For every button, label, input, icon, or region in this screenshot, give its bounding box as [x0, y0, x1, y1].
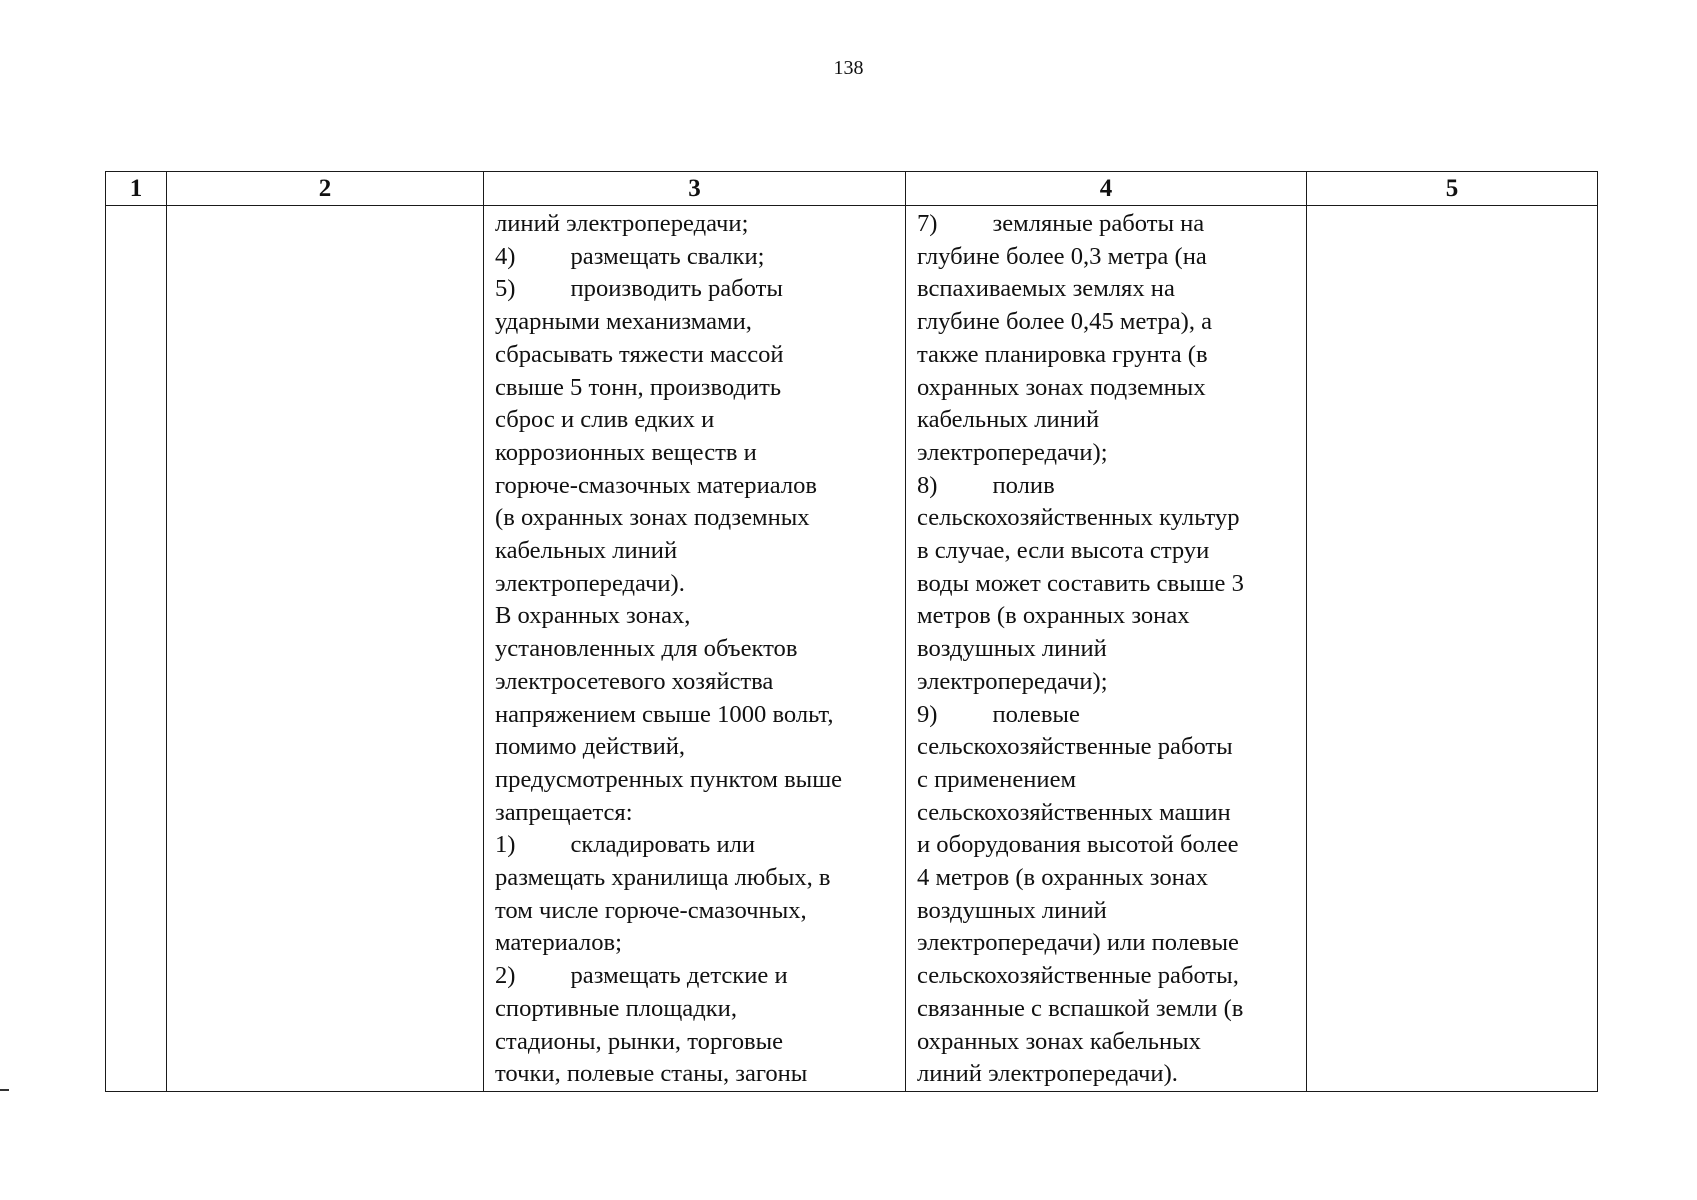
list-number: 4) — [495, 242, 516, 270]
line-text: кабельных линий — [917, 406, 1100, 434]
line-text: точки, полевые станы, загоны — [495, 1060, 808, 1088]
line-text: предусмотренных пунктом выше — [495, 765, 843, 793]
line-text: электропередачи) или полевые — [917, 929, 1239, 957]
line-text: линий электропередачи). — [917, 1060, 1178, 1088]
text-line — [917, 1058, 1297, 1091]
line-text: электропередачи). — [495, 569, 685, 597]
text-line — [495, 1026, 896, 1059]
scan-edge-mark — [0, 1089, 9, 1091]
text-line — [495, 437, 896, 470]
line-text: охранных зонах кабельных — [917, 1027, 1201, 1055]
line-text: свыше 5 тонн, производить — [495, 373, 782, 401]
line-text: размещать свалки; — [570, 242, 765, 270]
text-line — [917, 862, 1297, 895]
text-line — [495, 764, 896, 797]
page-number: 138 — [833, 57, 864, 79]
col4-text — [906, 206, 1306, 1091]
text-line — [495, 568, 896, 601]
line-text: сельскохозяйственные работы — [917, 733, 1233, 761]
line-text: глубине более 0,45 метра), а — [917, 308, 1213, 336]
line-text: запрещается: — [495, 798, 633, 826]
line-text: сброс и слив едких и — [495, 406, 715, 434]
line-text: горюче-смазочных материалов — [495, 471, 818, 499]
col3-text — [484, 206, 905, 1091]
text-line — [495, 600, 896, 633]
text-line — [917, 993, 1297, 1026]
line-text: (в охранных зонах подземных — [495, 504, 810, 532]
list-number: 8) — [917, 471, 938, 499]
text-line — [495, 927, 896, 960]
text-line — [495, 208, 896, 241]
column-header-4: 4 — [906, 172, 1307, 206]
text-line — [495, 1058, 896, 1091]
text-line — [495, 666, 896, 699]
text-line — [495, 731, 896, 764]
line-text: кабельных линий — [495, 537, 678, 565]
line-text: связанные с вспашкой земли (в — [917, 994, 1244, 1022]
text-line — [917, 600, 1297, 633]
line-text: полевые — [992, 700, 1080, 728]
text-line — [917, 666, 1297, 699]
text-line — [495, 306, 896, 339]
text-line — [917, 829, 1297, 862]
line-text: охранных зонах подземных — [917, 373, 1206, 401]
line-text: электропередачи); — [917, 667, 1108, 695]
line-text: линий электропередачи; — [495, 210, 749, 237]
restrictions-table — [105, 171, 1598, 1092]
line-text: коррозионных веществ и — [495, 438, 757, 466]
line-text: помимо действий, — [495, 733, 686, 761]
line-text: метров (в охранных зонах — [917, 602, 1190, 630]
text-line — [917, 372, 1297, 405]
cell-col-4 — [906, 206, 1307, 1092]
cell-col-5 — [1307, 206, 1598, 1092]
text-line — [917, 470, 1297, 503]
line-text: материалов; — [495, 929, 622, 957]
text-line — [495, 895, 896, 928]
line-text: воздушных линий — [917, 896, 1107, 924]
text-line — [917, 633, 1297, 666]
line-text: полив — [992, 471, 1055, 499]
text-line — [495, 273, 896, 306]
text-line — [495, 535, 896, 568]
text-line — [917, 339, 1297, 372]
text-line — [917, 731, 1297, 764]
cell-col-2 — [167, 206, 484, 1092]
line-text: сельскохозяйственные работы, — [917, 962, 1239, 990]
line-text: сбрасывать тяжести массой — [495, 340, 784, 368]
text-line — [495, 862, 896, 895]
table-row — [106, 206, 1598, 1092]
line-text: глубине более 0,3 метра (на — [917, 242, 1207, 270]
text-line — [917, 208, 1297, 241]
line-text: с применением — [917, 765, 1077, 793]
text-line — [917, 960, 1297, 993]
list-number: 1) — [495, 831, 516, 859]
text-line — [917, 535, 1297, 568]
line-text: в случае, если высота струи — [917, 537, 1210, 565]
text-line — [917, 502, 1297, 535]
text-line — [495, 829, 896, 862]
table-header-row — [106, 172, 1598, 206]
text-line — [917, 1026, 1297, 1059]
text-line — [917, 568, 1297, 601]
line-text: В охранных зонах, — [495, 602, 691, 630]
line-text: установленных для объектов — [495, 635, 798, 663]
line-text: сельскохозяйственных культур — [917, 504, 1240, 532]
line-text: воздушных линий — [917, 635, 1107, 663]
text-line — [495, 993, 896, 1026]
text-line — [495, 404, 896, 437]
text-line — [495, 241, 896, 274]
cell-col-1 — [106, 206, 167, 1092]
column-header-5: 5 — [1307, 172, 1598, 206]
text-line — [495, 960, 896, 993]
text-line — [495, 633, 896, 666]
text-line — [917, 306, 1297, 339]
line-text: спортивные площадки, — [495, 994, 737, 1022]
line-text: сельскохозяйственных машин — [917, 798, 1231, 826]
line-text: стадионы, рынки, торговые — [495, 1027, 784, 1055]
text-line — [495, 372, 896, 405]
line-text: и оборудования высотой более — [917, 831, 1239, 859]
text-line — [917, 764, 1297, 797]
list-number: 9) — [917, 700, 938, 728]
list-number: 2) — [495, 962, 516, 990]
column-header-3: 3 — [484, 172, 906, 206]
line-text: электропередачи); — [917, 438, 1108, 466]
column-header-2: 2 — [167, 172, 484, 206]
text-line — [917, 699, 1297, 732]
line-text: земляные работы на — [992, 210, 1205, 237]
text-line — [917, 797, 1297, 830]
line-text: электросетевого хозяйства — [495, 667, 774, 695]
text-line — [495, 699, 896, 732]
line-text: также планировка грунта (в — [917, 340, 1208, 368]
text-line — [917, 927, 1297, 960]
line-text: размещать детские и — [570, 962, 788, 990]
text-line — [917, 895, 1297, 928]
text-line — [495, 470, 896, 503]
text-line — [495, 339, 896, 372]
text-line — [917, 273, 1297, 306]
line-text: ударными механизмами, — [495, 308, 752, 336]
text-line — [495, 502, 896, 535]
line-text: вспахиваемых землях на — [917, 275, 1175, 303]
line-text: производить работы — [570, 275, 783, 303]
text-line — [917, 437, 1297, 470]
line-text: том числе горюче-смазочных, — [495, 896, 807, 924]
line-text: 4 метров (в охранных зонах — [917, 864, 1209, 892]
text-line — [917, 241, 1297, 274]
line-text: размещать хранилища любых, в — [495, 864, 831, 892]
text-line — [917, 404, 1297, 437]
cell-col-3 — [484, 206, 906, 1092]
line-text: складировать или — [570, 831, 756, 859]
line-text: воды может составить свыше 3 — [917, 569, 1244, 597]
text-line — [495, 797, 896, 830]
column-header-1: 1 — [106, 172, 167, 206]
list-number: 7) — [917, 210, 938, 237]
line-text: напряжением свыше 1000 вольт, — [495, 700, 834, 728]
list-number: 5) — [495, 275, 516, 303]
